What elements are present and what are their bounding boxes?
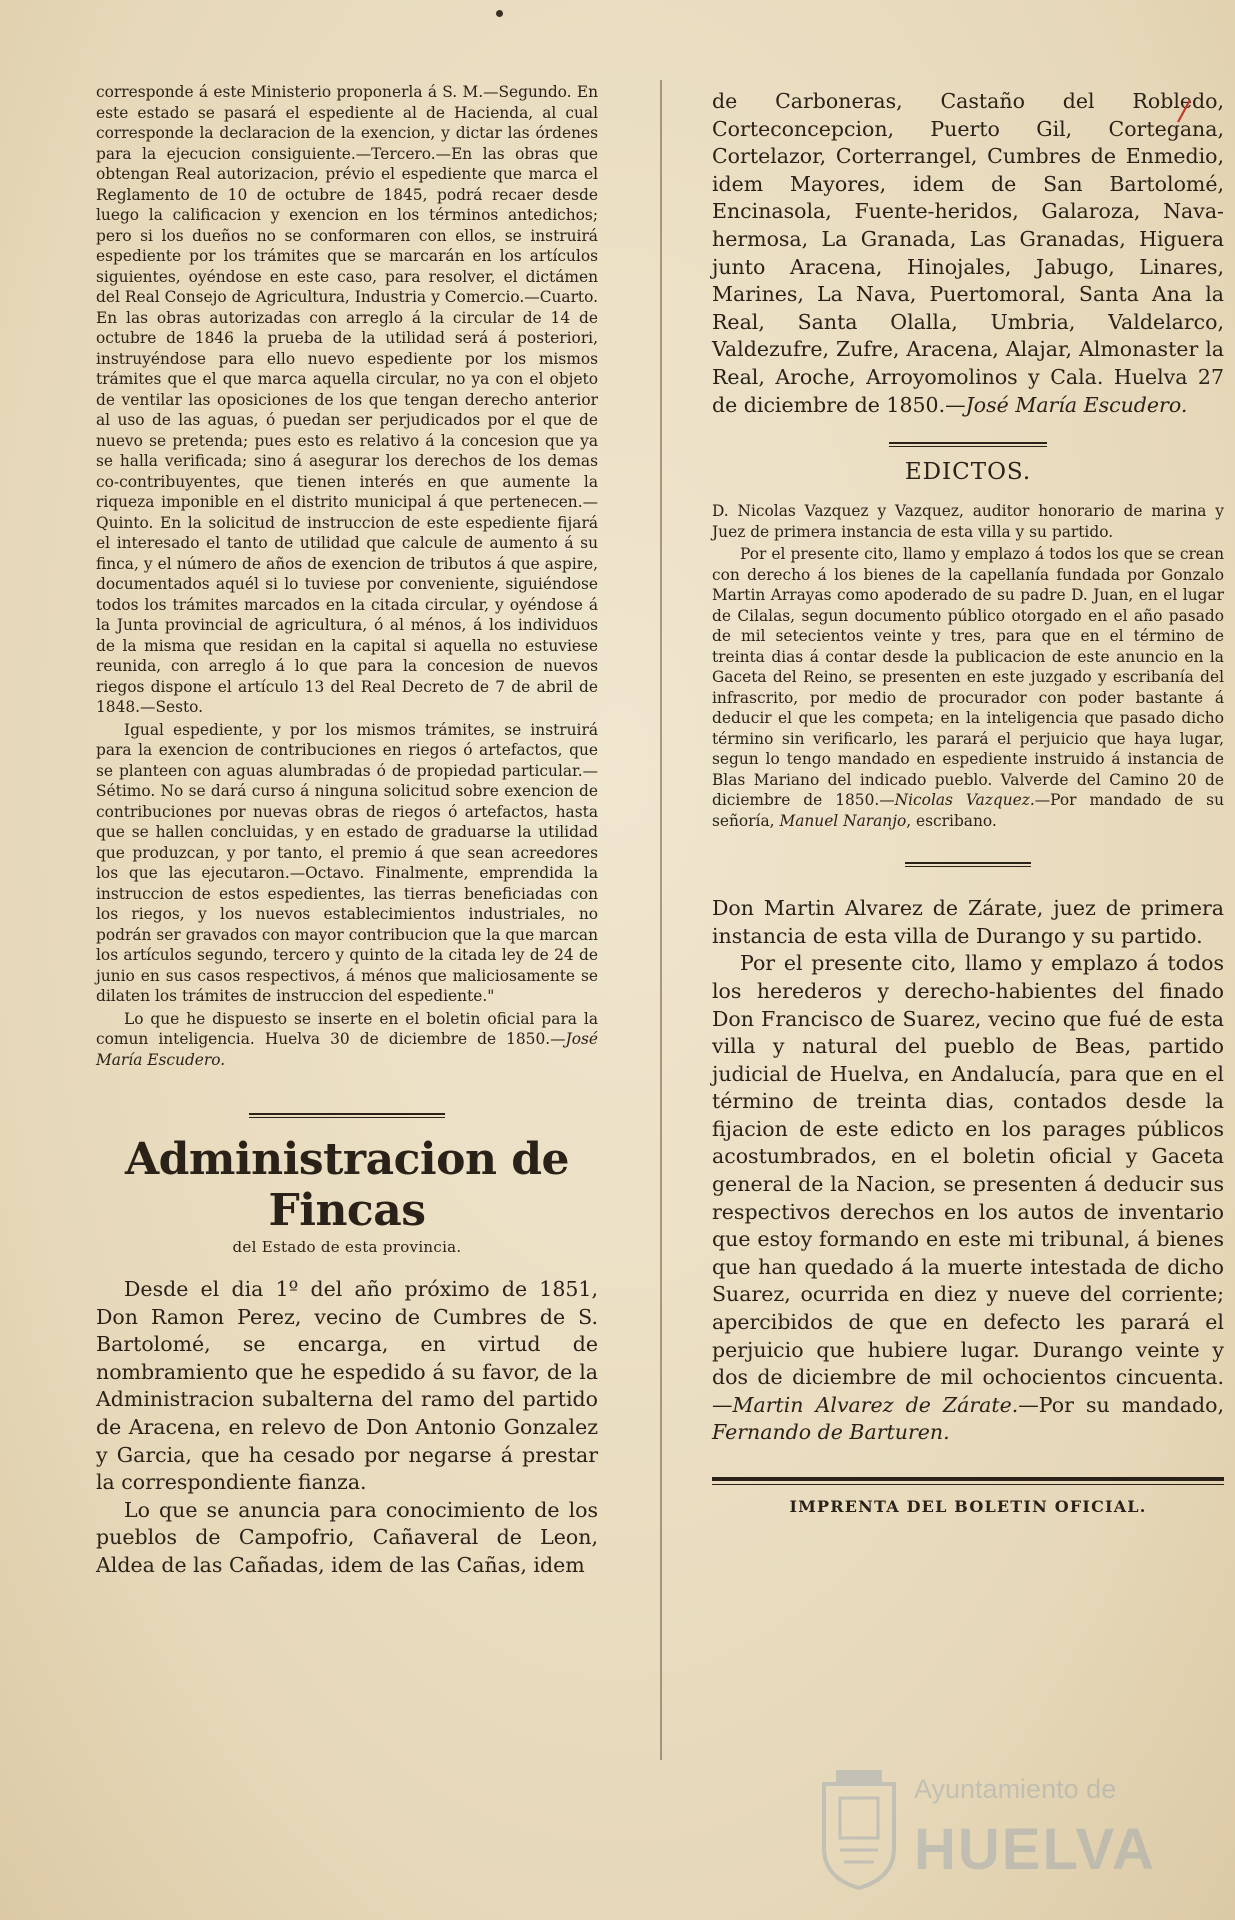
edict-2-heading: Don Martin Alvarez de Zárate, juez de primera instancia de esta villa de Durango y su partido.	[712, 896, 1224, 948]
decree-text-2: Igual espediente, y por los mismos trámites, se instruirá para la exencion de contribuciones en riegos ó artefactos, que se planteen con aguas alumbradas ó de propiedad particular.—Sétimo. No se dará curso á ninguna solicitud sobre exencion de contribuciones por nuevas obras de riegos ó artefactos, hasta que se hallen concluidas, y en estado de graduarse la utilidad que produzcan, y por tanto, el premio á que sean acreedores los que las ejecutaron.—Octavo. Finalmente, emprendida la instruccion de estos espedientes, las tierras beneficiadas con los riegos, y los nuevos establecimientos industriales, no podrán ser gravados con mayor contribucion que la que marcan los artículos segundo, tercero y quinto de la citada ley de 24 de junio en sus casos respectivos, á ménos que maliciosamente se dilaten los trámites de instruccion del espediente."	[96, 720, 598, 1005]
section-rule	[905, 861, 1031, 869]
right-column	[712, 88, 1224, 1516]
edict-1-body: Por el presente cito, llamo y emplazo á todos los que se crean con derecho á los bienes de la capellanía fundada por Gonzalo Martin Arrayas como apoderado de su padre D. Juan, en el lugar de Cilalas, segun documento público otorgado en el año pasado de mil setecientos veinte y tres, para que en el término de treinta dias á contar desde la publicacion de este anuncio en la Gaceta del Reino, se presenten en este juzgado y escribanía del infrascrito, por medio de procurador con poder bastante á deducir el que les competa; en la inteligencia que pasado dicho término sin verificarlo, les parará el perjuicio que haya lugar, segun lo tengo mandado en espediente instruido á instancia de Blas Mariano del indicado pueblo. Valverde del Camino 20 de diciembre de 1850.—Nicolas Vazquez.—Por mandado de su señoría, Manuel Naranjo, escribano.	[712, 545, 1224, 830]
edictos-heading: EDICTOS.	[904, 459, 1032, 486]
signature-escudero: José María Escudero.	[96, 1030, 598, 1069]
decree-closing: Lo que he dispuesto se inserte en el boletin oficial para la comun inteligencia. Huelva 30 de diciembre de 1850.—José María Escudero.	[96, 1009, 598, 1069]
edict-1-heading: D. Nicolas Vazquez y Vazquez, auditor honorario de marina y Juez de primera instancia de esta villa y su partido.	[712, 502, 1224, 541]
signature-zarate: Martin Alvarez de Zárate.	[732, 1392, 1019, 1417]
edict-2-body: Por el presente cito, llamo y emplazo á todos los herederos y derecho-habientes del finado Don Francisco de Suarez, vecino que fué de esta villa y natural del pueblo de Beas, partido judicial de Huelva, en Andalucía, para que en el término de treinta dias, contados desde la fijacion de este edicto en los parages públicos acostumbrados, en el boletin oficial y Gaceta general de la Nacion, se presenten á deducir sus respectivos derechos en los autos de inventario que estoy formando en este mi tribunal, á bienes que han quedado á la muerte intestada de dicho Suarez, ocurrida en diez y nueve del corriente; apercibidos de que en defecto les parará el perjuicio que hubiere lugar. Durango veinte y dos de diciembre de mil ochocientos cincuenta.—Martin Alvarez de Zárate.—Por su mandado, Fernando de Barturen.	[712, 951, 1224, 1445]
admin-subheading: del Estado de esta provincia.	[232, 1238, 462, 1256]
signature-escudero-2: José María Escudero.	[965, 392, 1188, 417]
admin-paragraph-2: Lo que se anuncia para conocimiento de los pueblos de Campofrio, Cañaveral de Leon, Aldea de las Cañadas, idem de las Cañas, idem	[96, 1497, 598, 1577]
signature-barturen: Fernando de Barturen.	[712, 1420, 950, 1445]
watermark-line-2: HUELVA	[914, 1817, 1156, 1882]
ayuntamiento-watermark	[818, 1758, 1218, 1908]
watermark-line-1: Ayuntamiento de	[914, 1774, 1117, 1804]
footer-rule	[712, 1477, 1224, 1487]
section-rule	[249, 1112, 445, 1120]
imprenta-footer: IMPRENTA DEL BOLETIN OFICIAL.	[789, 1497, 1147, 1516]
signature-vazquez: Nicolas Vazquez.	[894, 791, 1035, 810]
column-divider	[660, 80, 662, 1760]
decree-text-1: corresponde á este Ministerio proponerla á S. M.—Segundo. En este estado se pasará el espediente al de Hacienda, al cual corresponde la declaracion de la exencion, y dictar las órdenes para la ejecucion consiguiente.—Tercero.—En las obras que obtengan Real autorizacion, prévio el espediente que marca el Reglamento de 10 de octubre de 1845, podrá recaer desde luego la calificacion y exencion en los términos antedichos; pero si los dueños no se conformaren con ellos, se instruirá espediente por los trámites que se marcarán en los artículos siguientes, oyéndose en este caso, para resolver, el dictámen del Real Consejo de Agricultura, Industria y Comercio.—Cuarto. En las obras autorizadas con arreglo á la circular de 14 de octubre de 1846 la prueba de la utilidad será á posteriori, instruyéndose para ello nuevo espediente por los mismos trámites que el que marca aquella circular, no ya con el objeto de ventilar las oposiciones de los que tengan derecho anterior al uso de las aguas, ó puedan ser perjudicados por el que de nuevo se pretenda; pues esto es relativo á la concesion que ya se halla verificada; sino á asegurar los derechos de los demas co-contribuyentes, que tienen interés en que aumente la riqueza imponible en el distrito municipal á que pertenecen.—Quinto. En la solicitud de instruccion de este espediente fijará el interesado el tanto de utilidad que calcule de aumento á su finca, y el número de años de exencion de tributos á que aspire, documentados aquél si lo tuviese por conveniente, siguiéndose todos los trámites marcados en la citada circular, y oyéndose á la Junta provincial de agricultura, ó al ménos, á los individuos de la misma que residan en la capital si aquella no estuviese reunida, con arreglo á lo que para la concesion de nuevos riegos dispone el artículo 13 del Real Decreto de 7 de abril de 1848.—Sesto.	[96, 83, 598, 716]
signature-naranjo: Manuel Naranjo	[779, 811, 907, 830]
coat-of-arms-icon	[818, 1766, 900, 1892]
section-rule	[889, 441, 1047, 449]
admin-paragraph-1: Desde el dia 1º del año próximo de 1851, Don Ramon Perez, vecino de Cumbres de S. Bartolomé, se encarga, en virtud de nombramiento que he espedido á su favor, de la Administracion subalterna del ramo del partido de Aracena, en relevo de Don Antonio Gonzalez y Garcia, que ha cesado por negarse á prestar la correspondiente fianza.	[96, 1277, 598, 1495]
admin-heading: Administracion de Fincas	[124, 1134, 570, 1236]
admin-paragraph-continued: de Carboneras, Castaño del Robledo, Corteconcepcion, Puerto Gil, Cortegana, Cortelazor, Corterrangel, Cumbres de Enmedio, idem Mayores, idem de San Bartolomé, Encinasola, Fuente-heridos, Galaroza, Nava-hermosa, La Granada, Las Granadas, Higuera junto Aracena, Hinojales, Jabugo, Linares, Marines, La Nava, Puertomoral, Santa Ana la Real, Santa Olalla, Umbria, Valdelarco, Valdezufre, Zufre, Aracena, Alajar, Almonaster la Real, Aroche, Arroyomolinos y Cala. Huelva 27 de diciembre de 1850.—José María Escudero.	[712, 89, 1224, 417]
red-pencil-mark	[1174, 96, 1194, 126]
left-column	[96, 82, 598, 1580]
binding-hole	[496, 10, 503, 17]
